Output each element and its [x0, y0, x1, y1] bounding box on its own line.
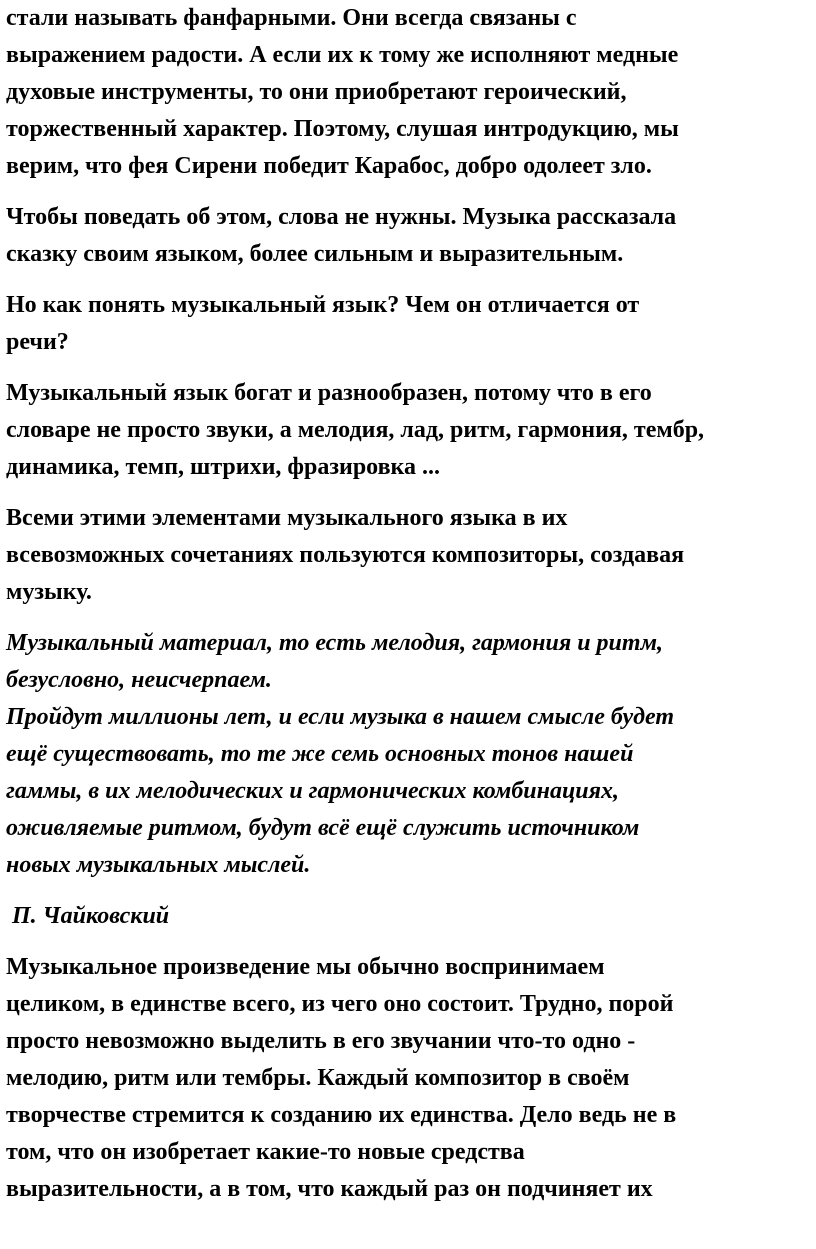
text-line: стали называть фанфарными. Они всегда связаны с [6, 5, 577, 31]
quote-author [6, 898, 812, 935]
paragraph-gap [6, 884, 812, 898]
quote-line: гаммы, в их мелодических и гармонических комбинациях, [6, 778, 620, 804]
paragraph-musical-language [6, 375, 812, 486]
text-line: выразительности, а в том, что каждый раз он подчиняет их [6, 1176, 653, 1202]
text-line: духовые инструменты, то они приобретают героический, [6, 79, 627, 105]
text-line: словаре не просто звуки, а мелодия, лад, ритм, гармония, тембр, [6, 417, 705, 443]
paragraph-unity [6, 949, 812, 1208]
quote-line: Пройдут миллионы лет, и если музыка в нашем смысле будет [6, 704, 675, 730]
text-line: динамика, темп, штрихи, фразировка ... [6, 454, 441, 480]
text-line: торжественный характер. Поэтому, слушая интродукцию, мы [6, 116, 679, 142]
text-line: сказку своим языком, более сильным и выразительным. [6, 241, 624, 267]
text-line: выражением радости. А если их к тому же исполняют медные [6, 42, 679, 68]
text-line: мелодию, ритм или тембры. Каждый композитор в своём [6, 1065, 630, 1091]
paragraph-elements [6, 500, 812, 611]
author-line: П. Чайковский [6, 903, 170, 929]
quote-line: оживляемые ритмом, будут всё ещё служить источником [6, 815, 640, 841]
paragraph-gap [6, 486, 812, 500]
text-line: музыку. [6, 579, 92, 605]
paragraph-gap [6, 361, 812, 375]
text-line: верим, что фея Сирени победит Карабос, добро одолеет зло. [6, 153, 652, 179]
quote-line: ещё существовать, то те же семь основных тонов нашей [6, 741, 634, 767]
paragraph-gap [6, 611, 812, 625]
paragraph-gap [6, 935, 812, 949]
text-line: Музыкальное произведение мы обычно воспринимаем [6, 954, 605, 980]
text-line: том, что он изобретает какие-то новые средства [6, 1139, 525, 1165]
paragraph-fairy-tale [6, 199, 812, 273]
text-line: речи? [6, 329, 69, 355]
text-line: всевозможных сочетаниях пользуются композиторы, создавая [6, 542, 685, 568]
paragraph-gap [6, 273, 812, 287]
text-line: творчестве стремится к созданию их единства. Дело ведь не в [6, 1102, 677, 1128]
quote-line: безусловно, неисчерпаем. [6, 667, 272, 693]
text-line: целиком, в единстве всего, из чего оно состоит. Трудно, порой [6, 991, 674, 1017]
quote-line: новых музыкальных мыслей. [6, 852, 311, 878]
document-page [6, 0, 812, 1208]
text-line: Музыкальный язык богат и разнообразен, потому что в его [6, 380, 652, 406]
text-line: просто невозможно выделить в его звучании что-то одно - [6, 1028, 636, 1054]
text-line: Но как понять музыкальный язык? Чем он отличается от [6, 292, 640, 318]
paragraph-fanfare [6, 0, 812, 185]
paragraph-question [6, 287, 812, 361]
text-line: Чтобы поведать об этом, слова не нужны. Музыка рассказала [6, 204, 677, 230]
text-line: Всеми этими элементами музыкального языка в их [6, 505, 568, 531]
quote-line: Музыкальный материал, то есть мелодия, гармония и ритм, [6, 630, 664, 656]
paragraph-gap [6, 185, 812, 199]
quote-block [6, 625, 812, 884]
